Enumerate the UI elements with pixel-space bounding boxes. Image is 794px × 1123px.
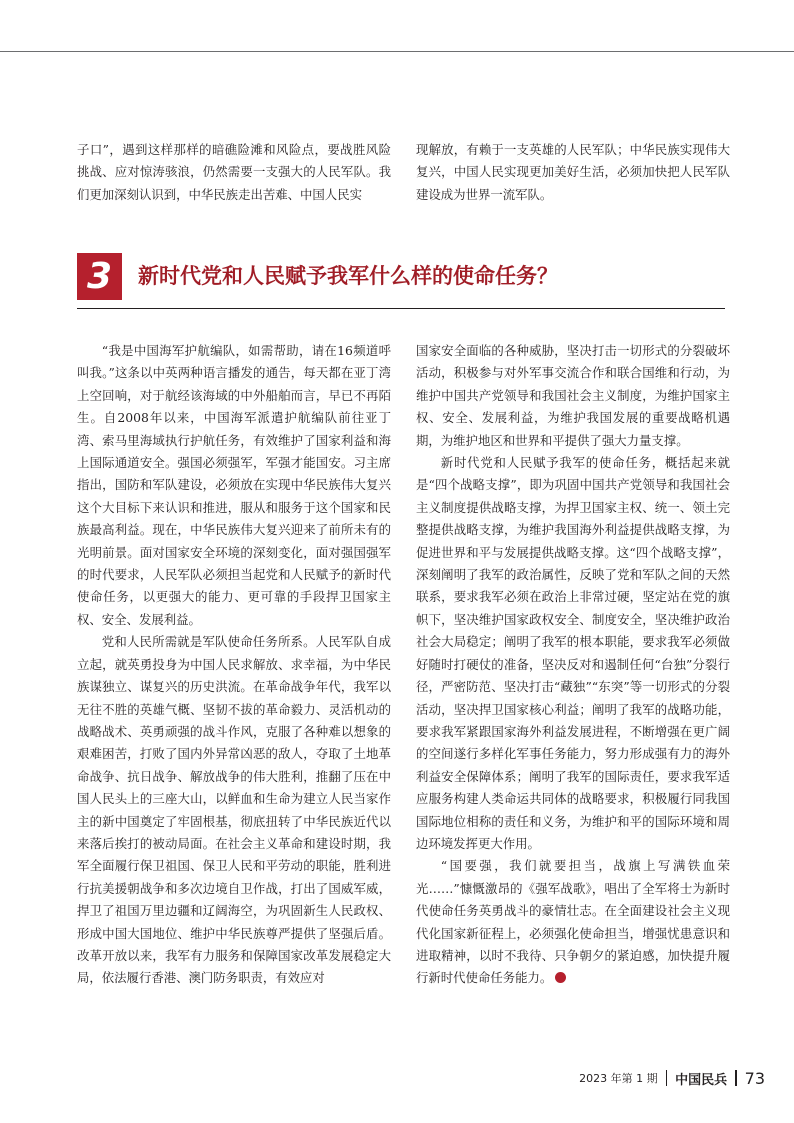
paragraph: “我是中国海军护航编队，如需帮助，请在16频道呼叫我。”这条以中英两种语言播发的通告，每天都在亚丁湾上空回响，对于航经该海域的中外船舶而言，早已不再陌生。自2008年以来，中国海军派遣护航编队前往亚丁湾、索马里海域执行护航任务，有效维护了国家利益和海上国际通道安全。强国必须强军，军强才能国安。习主席指出，国防和军队建设，必须放在实现中华民族伟大复兴这个大目标下来认识和推进，服从和服务于这个国家和民族最高利益。现在，中华民族伟大复兴迎来了前所未有的光明前景。面对国家安全环境的深刻变化，面对强国强军的时代要求，人民军队必须担当起党和人民赋予的新时代使命任务，以更强大的能力、更可靠的手段捍卫国家主权、安全、发展利益。 (77, 343, 391, 627)
end-mark-icon (555, 972, 566, 983)
section-title: 新时代党和人民赋予我军什么样的使命任务？ (138, 264, 558, 288)
page-footer (579, 1065, 765, 1091)
section-rule (77, 308, 725, 309)
magazine-name: 中国民兵 (675, 1072, 728, 1088)
paragraph: 国家安全面临的各种威胁，坚决打击一切形式的分裂破坏活动，积极参与对外军事交流合作和联合国维和行动，为维护中国共产党领导和我国社会主义制度，为维护国家主权、安全、发展利益，为维护我国发展的重要战略机遇期，为维护地区和世界和平提供了强大力量支撑。 (416, 343, 730, 448)
body-column-left (77, 340, 391, 990)
section-number: 3 (77, 253, 122, 300)
body-column-right (416, 340, 730, 990)
paragraph: 现解放，有赖于一支英雄的人民军队；中华民族实现伟大复兴，中国人民实现更加美好生活，必须加快把人民军队建设成为世界一流军队。 (416, 142, 730, 202)
paragraph: 子口”，遇到这样那样的暗礁险滩和风险点，要战胜风险挑战、应对惊涛骇浪，仍然需要一支强大的人民军队。我们更加深刻认识到，中华民族走出苦难、中国人民实 (77, 142, 391, 202)
paragraph-last (416, 855, 730, 989)
header-rule (0, 51, 794, 52)
footer-divider (735, 1070, 737, 1086)
top-column-left (77, 139, 391, 206)
footer-divider (666, 1070, 668, 1086)
paragraph-text: “国要强，我们就要担当，战旗上写满铁血荣光……”慷慨激昂的《强军战歌》，唱出了全军将士为新时代使命任务英勇战斗的豪情壮志。在全面建设社会主义现代化国家新征程上，必须强化使命担当，增强忧患意识和进取精神，以时不我待、只争朝夕的紧迫感，加快提升履行新时代使命任务能力。 (416, 858, 730, 986)
section-heading (77, 253, 725, 309)
issue-label: 2023 年第 1 期 (579, 1072, 658, 1085)
paragraph: 新时代党和人民赋予我军的使命任务，概括起来就是“四个战略支撑”，即为巩固中国共产党领导和我国社会主义制度提供战略支撑，为捍卫国家主权、统一、领土完整提供战略支撑，为维护我国海外利益提供战略支撑，为促进世界和平与发展提供战略支撑。这“四个战略支撑”，深刻阐明了我军的政治属性，反映了党和军队之间的天然联系，要求我军必须在政治上非常过硬，坚定站在党的旗帜下，坚决维护国家政权安全、制度安全，坚决维护政治社会大局稳定；阐明了我军的根本职能，要求我军必须做好随时打硬仗的准备，坚决反对和遏制任何“台独”分裂行径，严密防范、坚决打击“藏独”“东突”等一切形式的分裂活动，坚决捍卫国家核心利益；阐明了我军的战略功能，要求我军紧跟国家海外利益发展进程，不断增强在更广阔的空间遂行多样化军事任务能力，努力形成强有力的海外利益安全保障体系；阐明了我军的国际责任，要求我军适应服务构建人类命运共同体的战略要求，积极履行同我国国际地位相称的责任和义务，为维护和平的国际环境和周边环境发挥更大作用。 (416, 455, 730, 851)
page-number: 73 (744, 1068, 765, 1088)
paragraph: 党和人民所需就是军队使命任务所系。人民军队自成立起，就英勇投身为中国人民求解放、求幸福，为中华民族谋独立、谋复兴的历史洪流。在革命战争年代，我军以无往不胜的英雄气概、坚韧不拔的革命毅力、灵活机动的战略战术、英勇顽强的战斗作风，克服了各种难以想象的艰难困苦，打败了国内外异常凶恶的敌人，夺取了土地革命战争、抗日战争、解放战争的伟大胜利，推翻了压在中国人民头上的三座大山，以鲜血和生命为建立人民当家作主的新中国奠定了牢固根基，彻底扭转了中华民族近代以来落后挨打的被动局面。在社会主义革命和建设时期，我军全面履行保卫祖国、保卫人民和平劳动的职能，胜利进行抗美援朝战争和多次边境自卫作战，打出了国威军威，捍卫了祖国万里边疆和辽阔海空，为巩固新生人民政权、形成中国大国地位、维护中华民族尊严提供了坚强后盾。改革开放以来，我军有力服务和保障国家改革发展稳定大局，依法履行香港、澳门防务职责，有效应对 (77, 634, 391, 986)
top-column-right (416, 139, 730, 206)
